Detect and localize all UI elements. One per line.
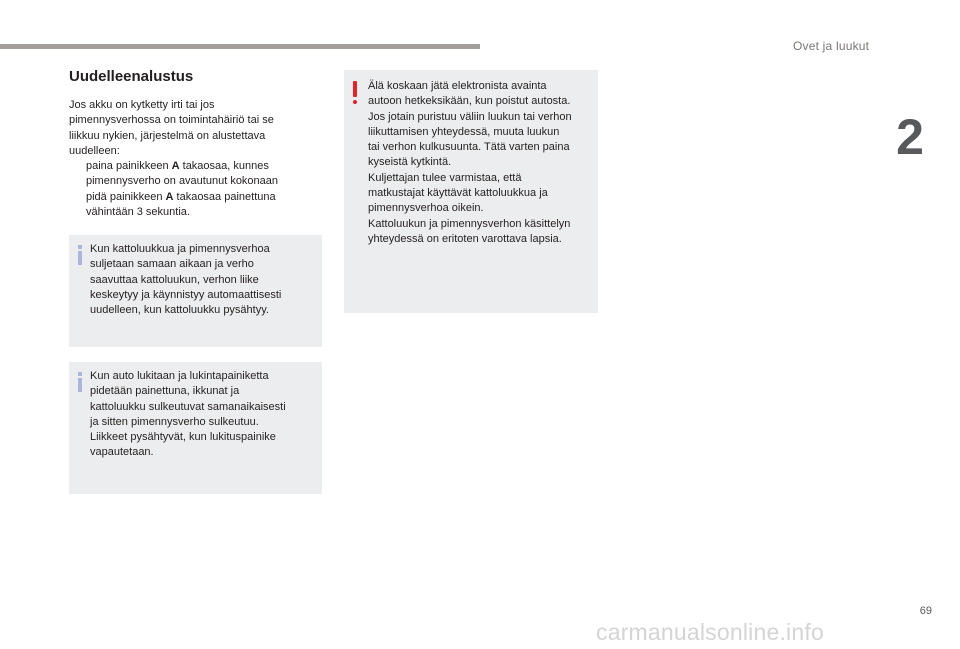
chapter-number: 2 bbox=[896, 109, 924, 165]
info-note bbox=[69, 362, 322, 494]
page-number: 69 bbox=[919, 605, 932, 617]
page-heading: Uudelleenalustus bbox=[69, 68, 194, 85]
intro-line: uudelleen: bbox=[69, 144, 120, 157]
button-key-label: A bbox=[165, 190, 174, 203]
bullet-icon bbox=[69, 190, 86, 221]
warning-exclamation-icon bbox=[352, 81, 358, 105]
step-continuation: vähintään 3 sekuntia. bbox=[86, 206, 190, 219]
bullet-icon bbox=[69, 159, 86, 190]
reset-instructions bbox=[69, 98, 329, 220]
warning-text: Älä koskaan jätä elektronista avainta autoon hetkeksikään, kun poistut autosta. Jos jotain puristuu väliin luukun tai verhon liikuttamisen yhteydessä, muuta luukun tai verhon kulkusuunta. Tätä varten paina kyseistä kytkintä. Kuljettajan tulee varmistaa, että matkustajat käyttävät kattoluukkua ja pimennysverhoa oikein. Kattoluukun ja pimennysverhon käsittelyn yhteydessä on eritoten varottava lapsia. bbox=[368, 80, 572, 245]
warning-note bbox=[344, 70, 598, 313]
intro-line: Jos akku on kytketty irti tai jos bbox=[69, 99, 215, 111]
note-text: Kun auto lukitaan ja lukintapainiketta pidetään painettuna, ikkunat ja kattoluukku sulkeutuvat samanaikaisesti ja sitten pimennysverho sulkeutuu. Liikkeet pysähtyvät, kun lukituspainike vapautetaan. bbox=[90, 370, 286, 459]
info-icon bbox=[76, 245, 84, 265]
step-text: pidä painikkeen bbox=[86, 190, 166, 203]
intro-line: liikkuu nykien, järjestelmä on alustettava bbox=[69, 129, 266, 142]
button-key-label: A bbox=[171, 160, 180, 173]
section-title: Ovet ja luukut bbox=[793, 39, 870, 53]
intro-line: pimennysverhossa on toimintahäiriö tai se bbox=[69, 114, 274, 127]
info-note bbox=[69, 235, 322, 347]
instruction-step bbox=[69, 190, 329, 221]
info-icon bbox=[76, 372, 84, 392]
step-text: takaosaa painettuna bbox=[173, 190, 276, 203]
note-text: Kun kattoluukkua ja pimennysverhoa suljetaan samaan aikaan ja verho saavuttaa kattoluukun, verhon liike keskeytyy ja käynnistyy automaattisesti uudelleen, kun kattoluukku pysähtyy. bbox=[90, 243, 282, 317]
step-text: takaosaa, kunnes bbox=[179, 160, 269, 173]
step-text: paina painikkeen bbox=[86, 160, 172, 173]
instruction-step bbox=[69, 159, 329, 190]
watermark: carmanualsonline.info bbox=[596, 619, 824, 645]
header-rule bbox=[0, 44, 480, 49]
step-continuation: pimennysverho on avautunut kokonaan bbox=[86, 175, 279, 188]
